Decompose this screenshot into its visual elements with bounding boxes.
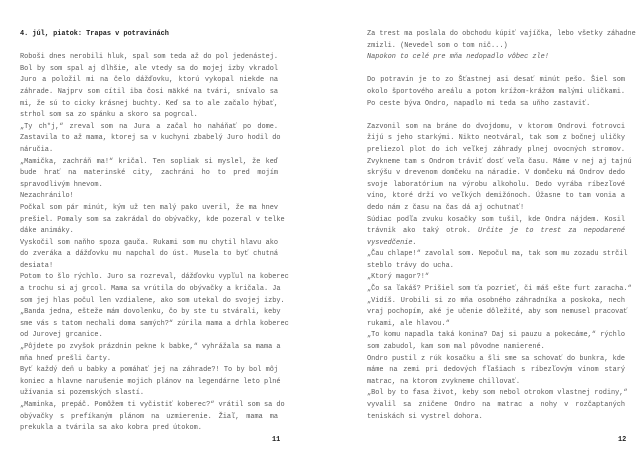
line-text: Bol by som spal aj dlhšie, ale vtedy sa do mojej izby vkradol bbox=[20, 64, 278, 73]
line-text: máme na zemi pri dedových fľašiach s ríbezľovým vínom starý bbox=[367, 366, 625, 375]
line-text: Roboši dnes nerobili hluk, spal som teda až do pol jedenástej. bbox=[20, 53, 278, 62]
text-line bbox=[367, 215, 625, 227]
line-text: do zveráka a dážďovku mu napchal do úst. Musela to byť chutná bbox=[20, 250, 278, 259]
line-text: víno, ktoré drží vo veľkých demižónoch. Úžasne to tam vonia a bbox=[367, 192, 625, 201]
line-text: „Čau chlape!“ zavolal som. Nepočul ma, tak som mu zozadu strčil bbox=[367, 250, 628, 259]
line-text: prekukla a tvárila sa ako kobra pred útokom. bbox=[20, 424, 202, 433]
line-text: prešiel. Pomaly som sa zakrádal do obývačky, kde pozeral v telke bbox=[20, 215, 285, 224]
line-text: strhol som sa zo spánku a skoro sa pogrcal. bbox=[20, 111, 198, 120]
text-line bbox=[367, 284, 632, 296]
text-line bbox=[367, 122, 625, 134]
text-line bbox=[20, 423, 278, 435]
line-text: Zvykneme tam s Ondrom tráviť dosť veľa času. Máme v nej aj tajnú bbox=[367, 157, 632, 166]
line-text: matrac, na ktorom zvykneme chillovať. bbox=[367, 377, 520, 386]
text-line bbox=[367, 191, 625, 203]
left-page-text bbox=[20, 29, 289, 435]
line-text: zmizli. (Nevedel som o tom nič...) bbox=[367, 41, 508, 50]
line-text: Nezachránilo! bbox=[20, 192, 74, 201]
text-line bbox=[367, 238, 625, 250]
line-text: užívania si pozemských slastí. bbox=[20, 389, 145, 398]
text-line bbox=[367, 52, 625, 64]
line-text: trávnik ako taký otrok. bbox=[367, 227, 478, 236]
line-text: a trochu si aj grcol. Mama sa vrútila do obývačky a kričala. Ja bbox=[20, 285, 281, 294]
blank-line bbox=[367, 64, 625, 76]
text-line bbox=[20, 342, 281, 354]
text-line bbox=[20, 180, 278, 192]
text-line bbox=[20, 388, 278, 400]
text-line bbox=[367, 41, 625, 53]
line-text: dedo nám z času na čas dá aj ochutnať! bbox=[367, 203, 525, 212]
text-line bbox=[20, 261, 278, 273]
text-line bbox=[20, 191, 278, 203]
text-line bbox=[20, 168, 278, 180]
text-line bbox=[20, 133, 281, 145]
line-text: Potom to šlo rýchlo. Juro sa rozreval, dážďovku vypľul na koberec bbox=[20, 273, 289, 282]
italic-text: Určite je to trest za nepodarené bbox=[477, 227, 625, 236]
text-line bbox=[20, 307, 281, 319]
text-line bbox=[20, 330, 278, 342]
text-line bbox=[20, 249, 278, 261]
text-line bbox=[20, 99, 278, 111]
text-line bbox=[367, 342, 625, 354]
text-line bbox=[367, 261, 625, 273]
text-line bbox=[367, 377, 625, 389]
text-line bbox=[367, 157, 632, 169]
text-line bbox=[20, 110, 278, 122]
page-number: 11 bbox=[272, 436, 281, 444]
text-line bbox=[20, 238, 278, 250]
text-line bbox=[367, 75, 625, 87]
line-text: „Pôjdete po zvyšok prázdnin pekne k babke,“ vyhrážala sa mama a bbox=[20, 343, 281, 352]
line-text: Zazvonil som na bráne do dvojdomu, v ktorom Ondrovi fotrovci bbox=[367, 122, 625, 131]
line-text: žijú s jeho starkými. Nikto neotváral, tak som z bočnej uličky bbox=[367, 134, 625, 143]
text-line bbox=[367, 226, 625, 238]
line-text: sme vás s tatom nechali doma samých?“ zúrila mama a drhla koberec bbox=[20, 319, 289, 328]
line-text: „Mamička, zachráň ma!“ kričal. Ten sopliak si myslel, že keď bbox=[20, 157, 278, 166]
text-line bbox=[367, 412, 625, 424]
line-text: „Vidíš. Urobili si zo mňa osobného záhradníka a poskoka, nech bbox=[367, 296, 625, 305]
text-line bbox=[367, 330, 625, 342]
chapter-title bbox=[20, 29, 278, 41]
line-text: „Banda jedna, ešteže mám dovolenku, čo by ste tu stvárali, keby bbox=[20, 308, 281, 317]
text-line bbox=[20, 354, 278, 366]
page-number: 12 bbox=[618, 436, 627, 444]
line-text: skrýšu v drevenom domčeku na náradie. V domčeku má Ondrov dedo bbox=[367, 169, 625, 178]
text-line bbox=[20, 215, 285, 227]
text-line bbox=[367, 365, 625, 377]
right-page-text bbox=[367, 29, 636, 423]
text-line bbox=[20, 400, 285, 412]
text-line bbox=[367, 307, 628, 319]
text-line bbox=[20, 412, 278, 424]
line-text: vraj pochopím, aké je učenie dôležité, aby som nemusel pracovať bbox=[367, 308, 628, 317]
line-text: „Bol by to fasa život, keby som nebol otrokom vlastnej rodiny,“ bbox=[367, 389, 628, 398]
text-line bbox=[20, 319, 289, 331]
text-line bbox=[367, 354, 625, 366]
text-line bbox=[367, 168, 625, 180]
text-line bbox=[367, 319, 625, 331]
line-text: Zastavila to až mama, ktorej sa v kuchyni zbabelý Juro hodil do bbox=[20, 134, 281, 143]
text-line bbox=[367, 133, 625, 145]
line-text: mňa hneď prešli čarty. bbox=[20, 354, 111, 363]
line-text: okolo športového areálu a potom krížom-krážom malými uličkami. bbox=[367, 87, 625, 96]
line-text: 4. júl, piatok: Trapas v potravinách bbox=[20, 30, 169, 38]
line-text: „To komu napadla taká konina? Daj si pauzu a pokecáme,“ rýchlo bbox=[367, 331, 625, 340]
text-line bbox=[367, 388, 628, 400]
line-text: dáke animáky. bbox=[20, 227, 74, 236]
line-text: „Maminka, prepáč. Pomôžem ti vyčistiť koberec?“ vrátil som sa do bbox=[20, 401, 285, 409]
line-text: Počkal som pár minút, kým už ten malý pako uveril, že ma hnev bbox=[20, 203, 278, 212]
text-line bbox=[20, 272, 289, 284]
line-text: obývačky s prefíkaným plánom na uzmierenie. Žiaľ, mama ma bbox=[20, 412, 278, 421]
line-text: Súdiac podľa zvuku kosačky som tušil, kde Ondra nájdem. Kosil bbox=[367, 215, 625, 224]
text-line bbox=[20, 296, 285, 308]
line-text: svoje laboratórium na výrobu alkoholu. Dedo vyrába ríbezľové bbox=[367, 180, 625, 189]
line-text: som zabudol, kam som mal pôvodne namierené. bbox=[367, 343, 545, 352]
line-text: „Ty ch*j,“ zreval som na Jura a začal ho naháňať po dome. bbox=[20, 122, 278, 131]
line-text: steblo trávy do ucha. bbox=[367, 261, 454, 270]
line-text: Vyskočil som naňho spoza gauča. Rukami som mu chytil hlavu ako bbox=[20, 238, 278, 247]
line-text: bude hrať na materinské city, zachráni ho to pred mojím bbox=[20, 169, 278, 178]
text-line bbox=[20, 377, 281, 389]
italic-text: Napokon to celé pre mňa nedopadlo vôbec zle! bbox=[367, 53, 549, 62]
line-text: Po ceste býva Ondro, napadlo mi teda sa uňho zastaviť. bbox=[367, 99, 591, 108]
line-text: vyvalil sa zničene Ondro na matrac a nohy v rozčaptaných bbox=[367, 401, 625, 409]
line-text: náručia. bbox=[20, 145, 54, 154]
text-line bbox=[367, 400, 625, 412]
text-line bbox=[20, 365, 278, 377]
line-text: od Jurovej grcanice. bbox=[20, 331, 103, 340]
text-line bbox=[20, 52, 278, 64]
line-text: rukami, ale hlavou.“ bbox=[367, 319, 450, 328]
line-text: „Ktorý magor?!“ bbox=[367, 273, 430, 282]
text-line bbox=[20, 122, 278, 134]
line-text: som jej hlas počul len vzdialene, ako som utekal do svojej izby. bbox=[20, 296, 285, 305]
line-text: Ondro pustil z rúk kosačku a šli sme sa schovať do bunkra, kde bbox=[367, 354, 625, 363]
text-line bbox=[20, 64, 278, 76]
text-line bbox=[20, 284, 281, 296]
text-line bbox=[367, 145, 625, 157]
text-line bbox=[367, 87, 625, 99]
line-text: „Čo sa ľakáš? Prišiel som ťa pozrieť, či máš ešte furt zaracha.“ bbox=[367, 285, 632, 294]
italic-text: vysvedčenie. bbox=[367, 238, 417, 247]
line-text: spravodlivým hnevom. bbox=[20, 180, 103, 189]
blank-line bbox=[367, 110, 625, 122]
text-line bbox=[367, 249, 628, 261]
text-line bbox=[367, 296, 625, 308]
line-text: Do potravín je to zo Šťastnej asi desať minút pešo. Šiel som bbox=[367, 76, 625, 85]
line-text: Juro a položil mi na čelo dážďovku, ktorú vykopal niekde na bbox=[20, 76, 278, 85]
right-page bbox=[320, 0, 640, 459]
text-line bbox=[367, 272, 625, 284]
line-text: mi, že sú to cicky krásnej buchty. Keď sa to ale začalo hýbať, bbox=[20, 99, 278, 108]
text-line bbox=[20, 226, 278, 238]
blank-line bbox=[20, 41, 278, 53]
text-line bbox=[20, 75, 278, 87]
text-line bbox=[367, 203, 625, 215]
line-text: Za trest ma poslala do obchodu kúpiť vajíčka, lebo všetky záhadne bbox=[367, 30, 636, 38]
line-text: záhrade. Najprv som cítil iba čosi mäkké na tvári, snívalo sa bbox=[20, 87, 278, 96]
line-text: desiata! bbox=[20, 261, 54, 270]
line-text: koniec a hlavne narušenie mojich plánov na legendárne leto plné bbox=[20, 377, 281, 386]
text-line bbox=[367, 180, 625, 192]
text-line bbox=[20, 157, 278, 169]
line-text: teniskách si vystrel dohora. bbox=[367, 412, 483, 421]
text-line bbox=[367, 99, 625, 111]
text-line bbox=[20, 87, 278, 99]
text-line bbox=[20, 203, 278, 215]
text-line bbox=[20, 145, 278, 157]
line-text: Byť každý deň u babky a pomáhať jej na záhrade?! To by bol môj bbox=[20, 366, 278, 375]
text-line bbox=[367, 29, 636, 41]
line-text: preliezol plot do ich veľkej záhrady plnej ovocných stromov. bbox=[367, 145, 625, 154]
